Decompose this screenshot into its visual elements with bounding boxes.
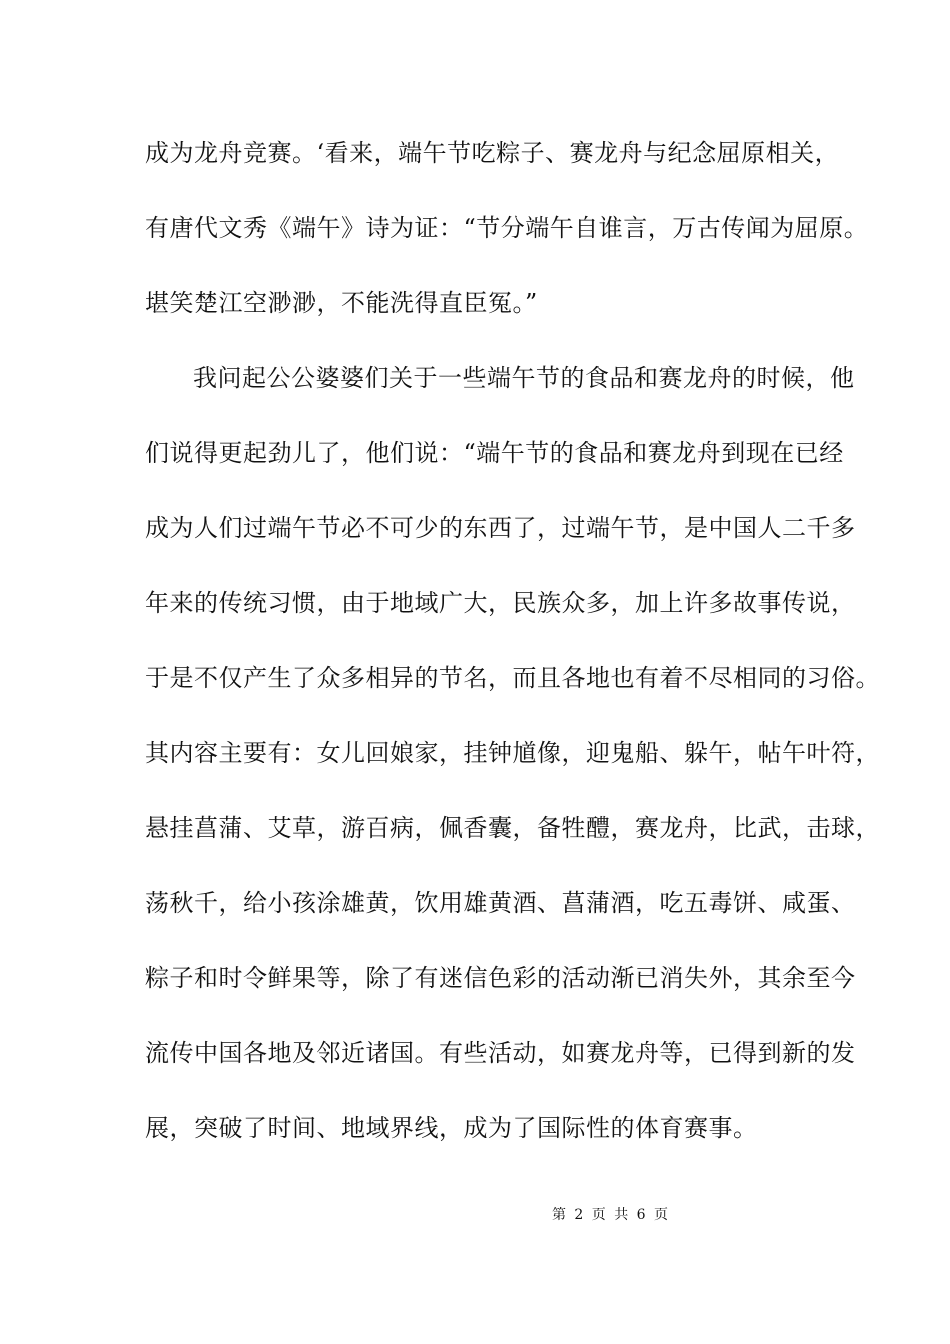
text-line: 荡秋千，给小孩涂雄黄，饮用雄黄酒、菖蒲酒，吃五毒饼、咸蛋、: [145, 889, 856, 917]
text-line: 堪笑楚江空渺渺，不能洗得直臣冤。”: [145, 289, 538, 317]
text-line: 于是不仅产生了众多相异的节名，而且各地也有着不尽相同的习俗。: [145, 664, 880, 692]
paragraph-first-line: 我问起公公婆婆们关于一些端午节的食品和赛龙舟的时候，他: [193, 364, 855, 392]
text-line: 其内容主要有：女儿回娘家，挂钟馗像，迎鬼船、躲午，帖午叶符，: [145, 739, 880, 767]
text-line: 展，突破了时间、地域界线，成为了国际性的体育赛事。: [145, 1114, 758, 1142]
text-line: 有唐代文秀《端午》诗为证：“节分端午自谁言，万古传闻为屈原。: [145, 214, 869, 242]
text-line: 成为人们过端午节必不可少的东西了，过端午节，是中国人二千多: [145, 514, 856, 542]
text-line: 流传中国各地及邻近诸国。有些活动，如赛龙舟等，已得到新的发: [145, 1039, 856, 1067]
text-line: 粽子和时令鲜果等，除了有迷信色彩的活动渐已消失外，其余至今: [145, 964, 856, 992]
text-line: 年来的传统习惯，由于地域广大，民族众多，加上许多故事传说，: [145, 589, 856, 617]
text-line: 们说得更起劲儿了，他们说：“端午节的食品和赛龙舟到现在已经: [145, 439, 844, 467]
text-line: 悬挂菖蒲、艾草，游百病，佩香囊，备牲醴，赛龙舟，比武，击球，: [145, 814, 880, 842]
page-number-footer: 第 2 页 共 6 页: [551, 1207, 669, 1223]
text-line: 成为龙舟竞赛。‘看来，端午节吃粽子、赛龙舟与纪念屈原相关，: [145, 139, 840, 167]
